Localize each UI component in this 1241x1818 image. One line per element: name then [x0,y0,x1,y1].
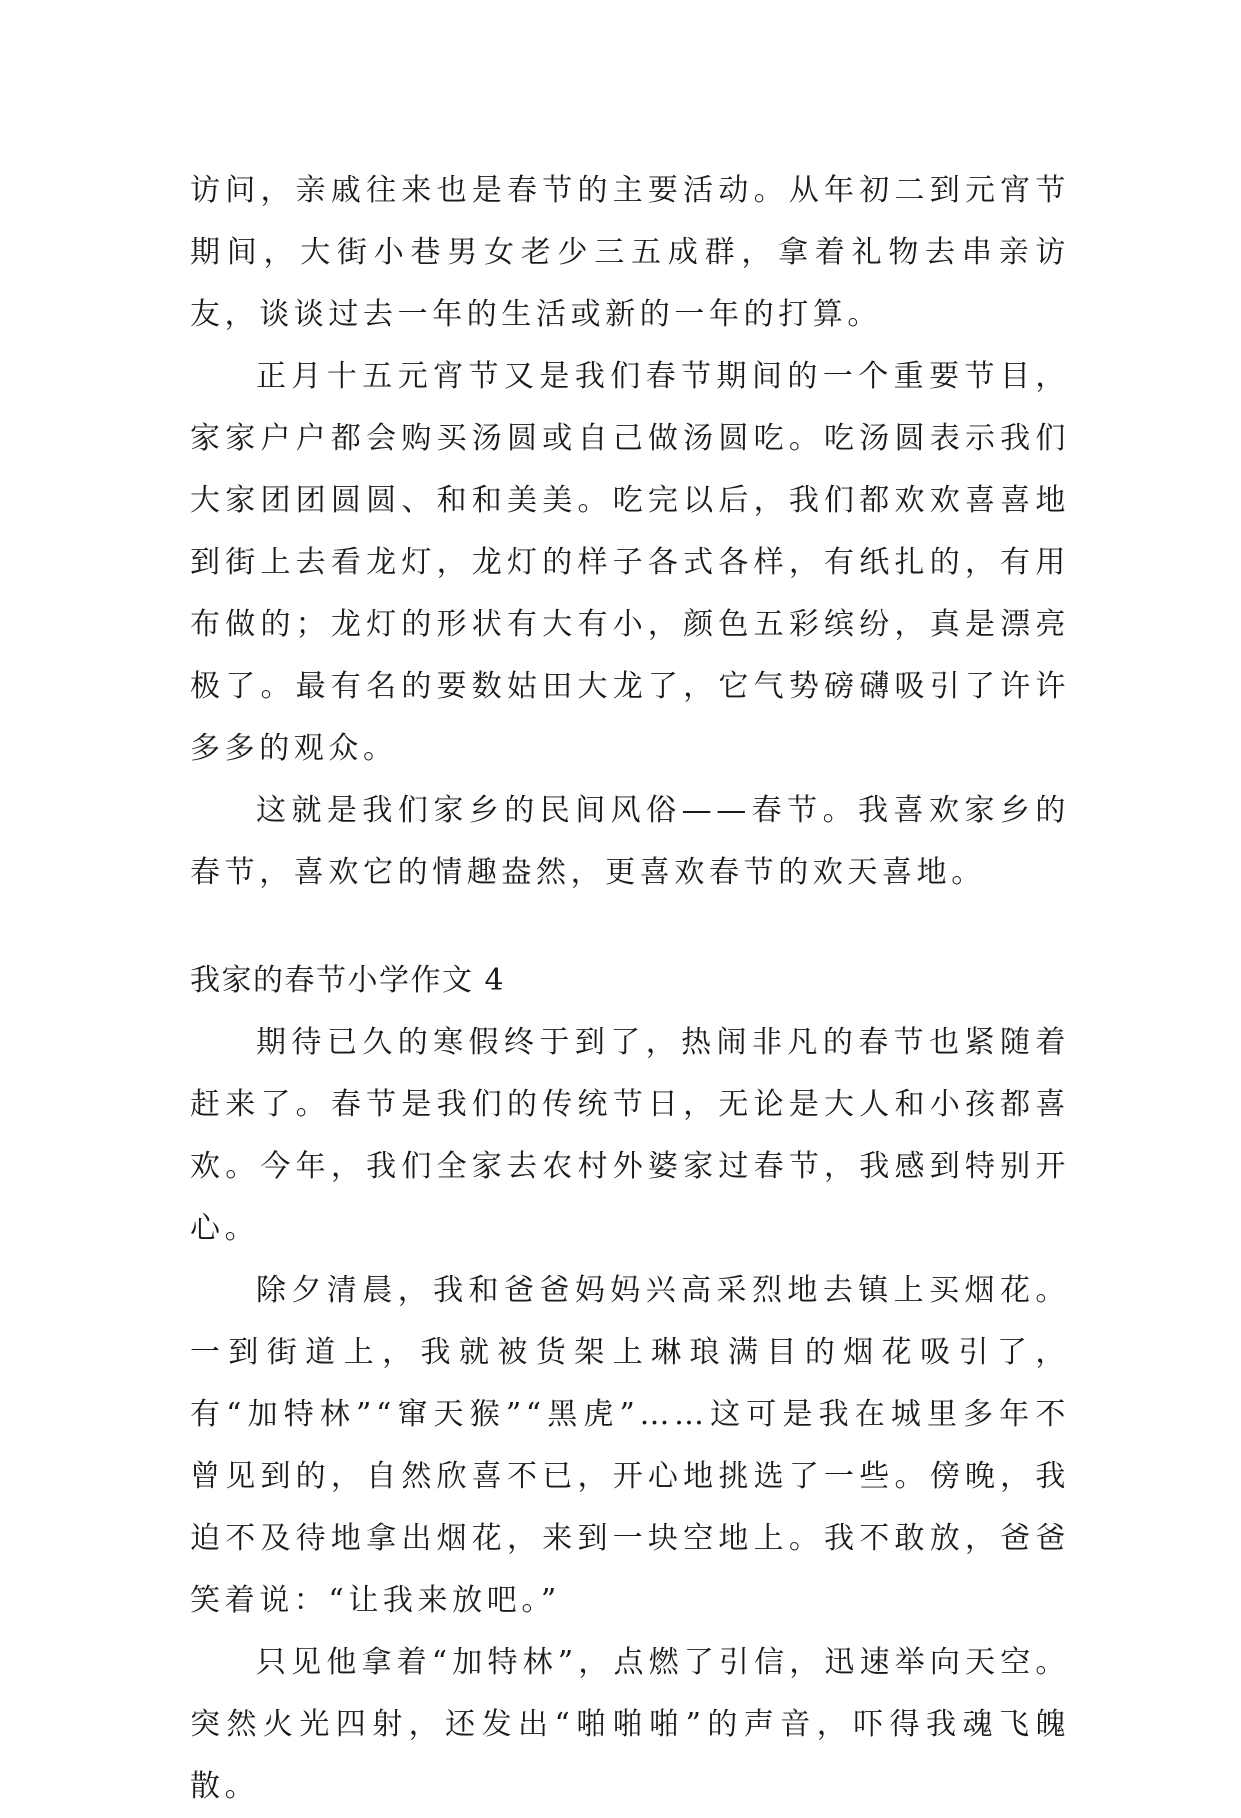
paragraph-folk-custom: 这就是我们家乡的民间风俗——春节。我喜欢家乡的春节，喜欢它的情趣盎然，更喜欢春节的欢天喜地。 [190,793,1070,890]
paragraph-winter-vacation: 期待已久的寒假终于到了，热闹非凡的春节也紧随着赶来了。春节是我们的传统节日，无论是大人和小孩都喜欢。今年，我们全家去农村外婆家过春节，我感到特别开心。 [190,1025,1070,1246]
paragraph-visiting-relatives: 访问，亲戚往来也是春节的主要活动。从年初二到元宵节期间，大街小巷男女老少三五成群，拿着礼物去串亲访友，谈谈过去一年的生活或新的一年的打算。 [190,173,1070,332]
document-body [190,160,1070,1818]
paragraph-lantern-festival: 正月十五元宵节又是我们春节期间的一个重要节目，家家户户都会购买汤圆或自己做汤圆吃。吃汤圆表示我们大家团团圆圆、和和美美。吃完以后，我们都欢欢喜喜地到街上去看龙灯，龙灯的样子各式各样，有纸扎的，有用布做的；龙灯的形状有大有小，颜色五彩缤纷，真是漂亮极了。最有名的要数姑田大龙了，它气势磅礴吸引了许许多多的观众。 [190,359,1070,766]
paragraph-lighting-fireworks: 只见他拿着“加特林”，点燃了引信，迅速举向天空。突然火光四射，还发出“啪啪啪”的声音，吓得我魂飞魄散。 [190,1645,1070,1804]
paragraph-buying-fireworks: 除夕清晨，我和爸爸妈妈兴高采烈地去镇上买烟花。一到街道上，我就被货架上琳琅满目的烟花吸引了，有“加特林”“窜天猴”“黑虎”……这可是我在城里多年不曾见到的，自然欣喜不已，开心地挑选了一些。傍晚，我迫不及待地拿出烟花，来到一块空地上。我不敢放，爸爸笑着说：“让我来放吧。” [190,1273,1070,1618]
essay-heading: 我家的春节小学作文 4 [190,963,506,998]
